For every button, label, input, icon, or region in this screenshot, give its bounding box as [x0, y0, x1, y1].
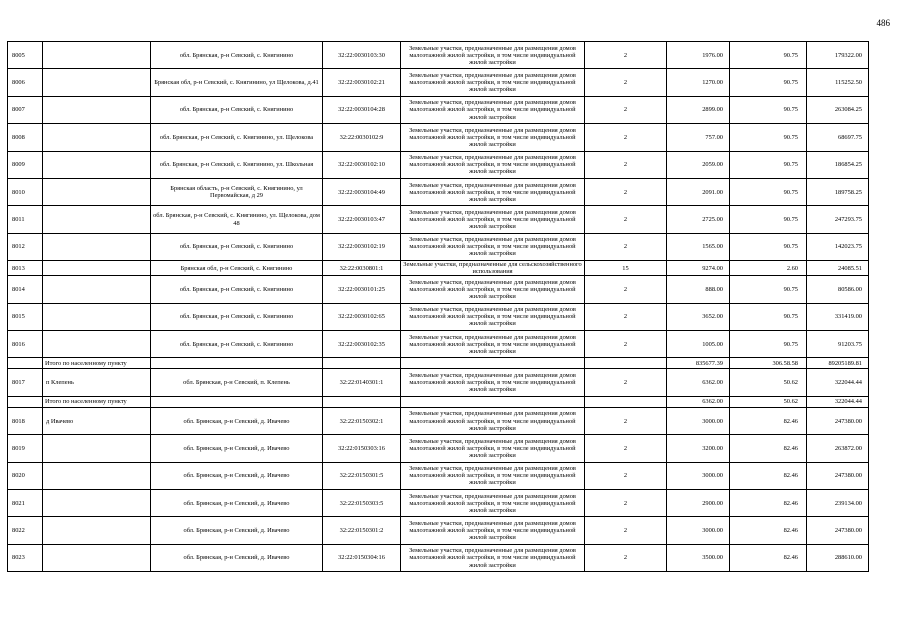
cadastral-number-cell: 32:22:0030104:28: [323, 96, 401, 123]
row-number: 8019: [8, 435, 43, 462]
land-use-cell: Земельные участки, предназначенные для размещения домов малоэтажной жилой застройки, в том числе индивидуальной жилой застройки: [401, 151, 585, 178]
land-use-cell: Земельные участки, предназначенные для размещения домов малоэтажной жилой застройки, в том числе индивидуальной жилой застройки: [401, 69, 585, 96]
land-use-cell: Земельные участки, предназначенные для размещения домов малоэтажной жилой застройки, в том числе индивидуальной жилой застройки: [401, 490, 585, 517]
value-cell: 322044.44: [807, 369, 869, 396]
row-number: 8013: [8, 261, 43, 276]
upks-cell: 82.46: [730, 490, 807, 517]
address-cell: обл. Брянская, р-н Севский, п. Клепень: [151, 369, 323, 396]
group-cell: 2: [585, 462, 667, 489]
address-cell: Брянская обл, р-н Севский, с. Княгинино: [151, 261, 323, 276]
address-cell: обл. Брянская, р-н Севский, с. Княгинино: [151, 233, 323, 260]
cadastral-number-cell: 32:22:0030103:30: [323, 42, 401, 69]
locality-cell: [43, 69, 151, 96]
table-row: [8, 544, 869, 571]
upks-cell: 82.46: [730, 544, 807, 571]
land-use-cell: Земельные участки, предназначенные для сельскохозяйственного использования: [401, 261, 585, 276]
upks-cell: 90.75: [730, 178, 807, 205]
address-cell: обл. Брянская, р-н Севский, с. Княгинино: [151, 276, 323, 303]
land-use-cell: Земельные участки, предназначенные для размещения домов малоэтажной жилой застройки, в том числе индивидуальной жилой застройки: [401, 233, 585, 260]
address-cell: обл. Брянская, р-н Севский, с. Княгинино, ул. Школьная: [151, 151, 323, 178]
cadastral-number-cell: 32:22:0030102:9: [323, 124, 401, 151]
locality-cell: [43, 331, 151, 358]
upks-cell: 90.75: [730, 206, 807, 233]
row-number: 8014: [8, 276, 43, 303]
address-cell: Брянская обл, р-н Севский, с. Княгинино, ул Щелокова, д.41: [151, 69, 323, 96]
area-cell: 757.00: [667, 124, 730, 151]
table-row: [8, 178, 869, 205]
land-use-cell: Земельные участки, предназначенные для размещения домов малоэтажной жилой застройки, в том числе индивидуальной жилой застройки: [401, 407, 585, 434]
area-cell: 2091.00: [667, 178, 730, 205]
group-cell: 2: [585, 96, 667, 123]
address-cell: обл. Брянская, р-н Севский, с. Княгинино: [151, 96, 323, 123]
table-row: [8, 331, 869, 358]
upks-cell: 82.46: [730, 435, 807, 462]
cadastral-number-cell: 32:22:0150303:5: [323, 490, 401, 517]
upks-cell: 82.46: [730, 462, 807, 489]
area-cell: 3000.00: [667, 407, 730, 434]
table-row: [8, 276, 869, 303]
upks-cell: 2.60: [730, 261, 807, 276]
table-row: [8, 151, 869, 178]
area-cell: 3500.00: [667, 544, 730, 571]
cadastral-number-cell: 32:22:0030102:21: [323, 69, 401, 96]
value-cell: 186854.25: [807, 151, 869, 178]
group-cell: 2: [585, 276, 667, 303]
area-cell: 1005.00: [667, 331, 730, 358]
area-cell: 3200.00: [667, 435, 730, 462]
cadastral-number-cell: 32:22:0150301:2: [323, 517, 401, 544]
value-cell: 247380.00: [807, 517, 869, 544]
total-empty: [151, 396, 323, 407]
land-use-cell: Земельные участки, предназначенные для размещения домов малоэтажной жилой застройки, в том числе индивидуальной жилой застройки: [401, 124, 585, 151]
area-cell: 3000.00: [667, 517, 730, 544]
value-cell: 247380.00: [807, 407, 869, 434]
land-use-cell: Земельные участки, предназначенные для размещения домов малоэтажной жилой застройки, в том числе индивидуальной жилой застройки: [401, 462, 585, 489]
table-row: [8, 206, 869, 233]
cadastral-number-cell: 32:22:0030101:25: [323, 276, 401, 303]
locality-cell: [43, 233, 151, 260]
address-cell: обл. Брянская, р-н Севский, с. Княгинино: [151, 331, 323, 358]
area-cell: 3000.00: [667, 462, 730, 489]
locality-cell: д Ивачево: [43, 407, 151, 434]
area-cell: 2059.00: [667, 151, 730, 178]
upks-cell: 82.46: [730, 407, 807, 434]
locality-cell: [43, 151, 151, 178]
group-cell: 2: [585, 303, 667, 330]
table-row: [8, 261, 869, 276]
value-cell: 288610.00: [807, 544, 869, 571]
land-use-cell: Земельные участки, предназначенные для размещения домов малоэтажной жилой застройки, в том числе индивидуальной жилой застройки: [401, 276, 585, 303]
cadastral-number-cell: 32:22:0150301:5: [323, 462, 401, 489]
group-cell: 2: [585, 490, 667, 517]
locality-cell: [43, 462, 151, 489]
upks-cell: 90.75: [730, 69, 807, 96]
row-number: 8018: [8, 407, 43, 434]
cadastral-value-table: [7, 41, 869, 572]
land-use-cell: Земельные участки, предназначенные для размещения домов малоэтажной жилой застройки, в том числе индивидуальной жилой застройки: [401, 178, 585, 205]
group-cell: 2: [585, 124, 667, 151]
locality-cell: [43, 544, 151, 571]
area-cell: 3652.00: [667, 303, 730, 330]
page-number: 486: [876, 18, 890, 28]
address-cell: обл. Брянская, р-н Севский, д. Ивачево: [151, 517, 323, 544]
land-use-cell: Земельные участки, предназначенные для размещения домов малоэтажной жилой застройки, в том числе индивидуальной жилой застройки: [401, 42, 585, 69]
cadastral-number-cell: 32:22:0150302:1: [323, 407, 401, 434]
table-row: [8, 407, 869, 434]
table-row: [8, 369, 869, 396]
address-cell: обл. Брянская, р-н Севский, д. Ивачево: [151, 435, 323, 462]
row-number: 8009: [8, 151, 43, 178]
total-empty: [401, 396, 585, 407]
address-cell: обл. Брянская, р-н Севский, с. Княгинино: [151, 42, 323, 69]
cadastral-number-cell: 32:22:0150304:16: [323, 544, 401, 571]
value-cell: 142023.75: [807, 233, 869, 260]
total-empty: [585, 358, 667, 369]
address-cell: обл. Брянская, р-н Севский, д. Ивачево: [151, 462, 323, 489]
address-cell: обл. Брянская, р-н Севский, д. Ивачево: [151, 544, 323, 571]
upks-cell: 90.75: [730, 124, 807, 151]
locality-cell: [43, 178, 151, 205]
value-cell: 115252.50: [807, 69, 869, 96]
upks-cell: 90.75: [730, 303, 807, 330]
row-number: 8021: [8, 490, 43, 517]
row-number: 8005: [8, 42, 43, 69]
area-cell: 2900.00: [667, 490, 730, 517]
table-row: [8, 42, 869, 69]
total-row: [8, 358, 869, 369]
total-empty: [401, 358, 585, 369]
value-cell: 263872.00: [807, 435, 869, 462]
total-upks: 306.58.58: [730, 358, 807, 369]
table-row: [8, 462, 869, 489]
total-empty: [323, 358, 401, 369]
group-cell: 2: [585, 69, 667, 96]
total-value: 322044.44: [807, 396, 869, 407]
value-cell: 24085.51: [807, 261, 869, 276]
locality-cell: [43, 435, 151, 462]
locality-cell: [43, 124, 151, 151]
upks-cell: 82.46: [730, 517, 807, 544]
row-number: 8023: [8, 544, 43, 571]
upks-cell: 90.75: [730, 96, 807, 123]
group-cell: 2: [585, 178, 667, 205]
area-cell: 2899.00: [667, 96, 730, 123]
area-cell: 1270.00: [667, 69, 730, 96]
area-cell: 6362.00: [667, 369, 730, 396]
total-empty: [151, 358, 323, 369]
locality-cell: [43, 261, 151, 276]
land-use-cell: Земельные участки, предназначенные для размещения домов малоэтажной жилой застройки, в том числе индивидуальной жилой застройки: [401, 303, 585, 330]
cadastral-number-cell: 32:22:0030102:10: [323, 151, 401, 178]
group-cell: 2: [585, 42, 667, 69]
table-row: [8, 303, 869, 330]
group-cell: 2: [585, 407, 667, 434]
value-cell: 80586.00: [807, 276, 869, 303]
group-cell: 2: [585, 544, 667, 571]
table-row: [8, 233, 869, 260]
area-cell: 1976.00: [667, 42, 730, 69]
address-cell: обл. Брянская, р-н Севский, д. Ивачево: [151, 407, 323, 434]
land-use-cell: Земельные участки, предназначенные для размещения домов малоэтажной жилой застройки, в том числе индивидуальной жилой застройки: [401, 544, 585, 571]
locality-cell: [43, 490, 151, 517]
row-number: 8015: [8, 303, 43, 330]
locality-cell: [43, 96, 151, 123]
group-cell: 2: [585, 206, 667, 233]
row-number: 8010: [8, 178, 43, 205]
table-row: [8, 435, 869, 462]
total-label: Итого по населенному пункту: [43, 358, 151, 369]
locality-cell: [43, 303, 151, 330]
cadastral-number-cell: 32:22:0140301:1: [323, 369, 401, 396]
group-cell: 2: [585, 331, 667, 358]
upks-cell: 90.75: [730, 331, 807, 358]
row-number: 8017: [8, 369, 43, 396]
address-cell: обл. Брянская, р-н Севский, с. Княгинино, ул. Щелокова: [151, 124, 323, 151]
land-use-cell: Земельные участки, предназначенные для размещения домов малоэтажной жилой застройки, в том числе индивидуальной жилой застройки: [401, 206, 585, 233]
cadastral-number-cell: 32:22:0030801:1: [323, 261, 401, 276]
total-upks: 50.62: [730, 396, 807, 407]
value-cell: 179322.00: [807, 42, 869, 69]
group-cell: 2: [585, 517, 667, 544]
total-area: 6362.00: [667, 396, 730, 407]
value-cell: 189758.25: [807, 178, 869, 205]
value-cell: 91203.75: [807, 331, 869, 358]
group-cell: 2: [585, 151, 667, 178]
cadastral-number-cell: 32:22:0030104:49: [323, 178, 401, 205]
row-number: 8007: [8, 96, 43, 123]
value-cell: 331419.00: [807, 303, 869, 330]
locality-cell: [43, 42, 151, 69]
address-cell: Брянская область, р-н Севский, с. Княгинино, ул Первомайская, д 29: [151, 178, 323, 205]
upks-cell: 90.75: [730, 233, 807, 260]
group-cell: 2: [585, 435, 667, 462]
land-use-cell: Земельные участки, предназначенные для размещения домов малоэтажной жилой застройки, в том числе индивидуальной жилой застройки: [401, 331, 585, 358]
land-use-cell: Земельные участки, предназначенные для размещения домов малоэтажной жилой застройки, в том числе индивидуальной жилой застройки: [401, 435, 585, 462]
total-empty: [585, 396, 667, 407]
row-number: 8011: [8, 206, 43, 233]
total-num-cell: [8, 396, 43, 407]
cadastral-number-cell: 32:22:0150303:16: [323, 435, 401, 462]
group-cell: 2: [585, 369, 667, 396]
locality-cell: [43, 517, 151, 544]
table-row: [8, 517, 869, 544]
cadastral-number-cell: 32:22:0030102:35: [323, 331, 401, 358]
row-number: 8016: [8, 331, 43, 358]
total-value: 89205189.81: [807, 358, 869, 369]
group-cell: 2: [585, 233, 667, 260]
row-number: 8022: [8, 517, 43, 544]
value-cell: 247380.00: [807, 462, 869, 489]
total-label: Итого по населенному пункту: [43, 396, 151, 407]
area-cell: 1565.00: [667, 233, 730, 260]
value-cell: 247293.75: [807, 206, 869, 233]
area-cell: 888.00: [667, 276, 730, 303]
table-row: [8, 124, 869, 151]
value-cell: 239134.00: [807, 490, 869, 517]
value-cell: 68697.75: [807, 124, 869, 151]
address-cell: обл. Брянская, р-н Севский, с. Княгинино: [151, 303, 323, 330]
table-row: [8, 96, 869, 123]
area-cell: 2725.00: [667, 206, 730, 233]
upks-cell: 90.75: [730, 42, 807, 69]
locality-cell: п Клепень: [43, 369, 151, 396]
group-cell: 15: [585, 261, 667, 276]
total-empty: [323, 396, 401, 407]
row-number: 8012: [8, 233, 43, 260]
upks-cell: 50.62: [730, 369, 807, 396]
land-use-cell: Земельные участки, предназначенные для размещения домов малоэтажной жилой застройки, в том числе индивидуальной жилой застройки: [401, 96, 585, 123]
row-number: 8020: [8, 462, 43, 489]
table-row: [8, 69, 869, 96]
area-cell: 9274.00: [667, 261, 730, 276]
total-area: 835677.39: [667, 358, 730, 369]
land-use-cell: Земельные участки, предназначенные для размещения домов малоэтажной жилой застройки, в том числе индивидуальной жилой застройки: [401, 517, 585, 544]
upks-cell: 90.75: [730, 276, 807, 303]
locality-cell: [43, 206, 151, 233]
total-num-cell: [8, 358, 43, 369]
locality-cell: [43, 276, 151, 303]
cadastral-number-cell: 32:22:0030102:65: [323, 303, 401, 330]
row-number: 8008: [8, 124, 43, 151]
upks-cell: 90.75: [730, 151, 807, 178]
address-cell: обл. Брянская, р-н Севский, д. Ивачево: [151, 490, 323, 517]
value-cell: 263084.25: [807, 96, 869, 123]
cadastral-number-cell: 32:22:0030102:19: [323, 233, 401, 260]
address-cell: обл. Брянская, р-н Севский, с. Княгинино, ул. Щелокова, дом 48: [151, 206, 323, 233]
table-row: [8, 490, 869, 517]
land-use-cell: Земельные участки, предназначенные для размещения домов малоэтажной жилой застройки, в том числе индивидуальной жилой застройки: [401, 369, 585, 396]
total-row: [8, 396, 869, 407]
cadastral-number-cell: 32:22:0030103:47: [323, 206, 401, 233]
row-number: 8006: [8, 69, 43, 96]
